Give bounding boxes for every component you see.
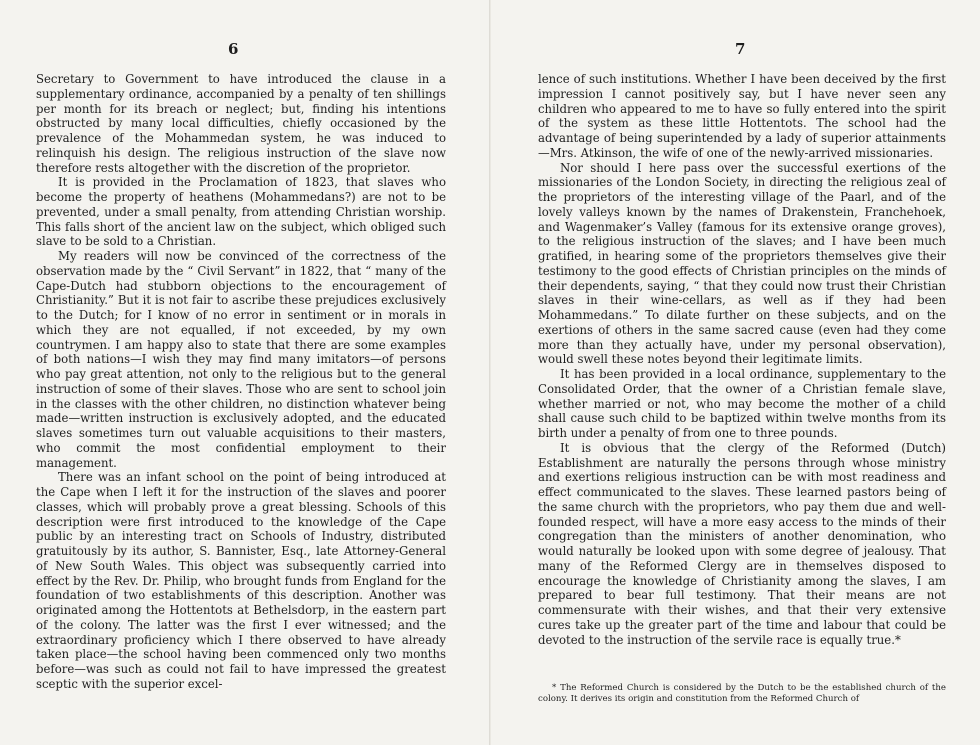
paragraph: My readers will now be convinced of the correctness of the observation made by the “ Civil Servant” in 1822, that “ many of the Cape-Dutch had stubborn objections to the encouragement of Christianity.” But it is not fair to ascribe these prejudices exclusively to the Dutch; for I know of no error in sentiment or in morals in which they are not equalled, if not exceeded, by my own countrymen. I am happy also to state that there are some examples of both nations—I wish they may find many imitators—of persons who pay great attention, not only to the religious but to the general instruction of some of their slaves. Those who are sent to school join in the classes with the other children, no distinction whatever being made—written instruction is exclusively adopted, and the educated slaves sometimes turn out valuable acquisitions to their masters, who commit the most confidential employment to their management. xyxy=(36,249,446,470)
body-text xyxy=(36,72,446,692)
page-number: 6 xyxy=(228,40,239,58)
paragraph: It has been provided in a local ordinance, supplementary to the Consolidated Order, that the owner of a Christian female slave, whether married or not, who may become the mother of a child shall cause such child to be baptized within twelve months from its birth under a penalty of from one to three pounds. xyxy=(538,367,946,440)
body-text xyxy=(538,72,946,647)
footnote: * The Reformed Church is considered by the Dutch to be the established church of the colony. It derives its origin and constitution from the Reformed Church of xyxy=(538,683,946,704)
paragraph: It is obvious that the clergy of the Reformed (Dutch) Establishment are naturally the persons through whose ministry and exertions religious instruction can be with most readiness and effect communicated to the slaves. These learned pastors being of the same church with the proprietors, who pay them due and well-founded respect, will have a more easy access to the minds of their congregation than the ministers of another denomination, who would naturally be looked upon with some degree of jealousy. That many of the Reformed Clergy are in themselves disposed to encourage the knowledge of Christianity among the slaves, I am prepared to bear full testimony. That their means are not commensurate with their wishes, and that their very extensive cures take up the greater part of the time and labour that could be devoted to the instruction of the servile race is equally true.* xyxy=(538,440,946,647)
paragraph: Secretary to Government to have introduced the clause in a supplementary ordinance, accompanied by a penalty of ten shillings per month for its breach or neglect; but, finding his intentions obstructed by many local difficulties, chiefly occasioned by the prevalence of the Mohammedan system, he was induced to relinquish his design. The religious instruction of the slave now therefore rests altogether with the discretion of the proprietor. xyxy=(36,72,446,175)
paragraph: Nor should I here pass over the successful exertions of the missionaries of the London Society, in directing the religious zeal of the proprietors of the interesting village of the Paarl, and of the lovely valleys known by the names of Drakenstein, Franchehoek, and Wagenmaker’s Valley (famous for its extensive orange groves), to the religious instruction of the slaves; and I have been much gratified, in hearing some of the proprietors themselves give their testimony to the good effects of Christian principles on the minds of their dependents, saying, “ that they could now trust their Christian slaves in their wine-cellars, as well as if they had been Mohammedans.” To dilate further on these subjects, and on the exertions of others in the same sacred cause (even had they come more than they actually have, under my personal observation), would swell these notes beyond their legitimate limits. xyxy=(538,160,946,367)
paragraph: It is provided in the Proclamation of 1823, that slaves who become the property of heathens (Mohammedans?) are not to be prevented, under a small penalty, from attending Christian worship. This falls short of the ancient law on the subject, which obliged such slave to be sold to a Christian. xyxy=(36,175,446,249)
paragraph: lence of such institutions. Whether I have been deceived by the first impression I cannot positively say, but I have never seen any children who appeared to me to have so fully entered into the spirit of the system as these little Hottentots. The school had the advantage of being superintended by a lady of superior attainments—Mrs. Atkinson, the wife of one of the newly-arrived missionaries. xyxy=(538,72,946,160)
right-page xyxy=(490,0,980,745)
page-number: 7 xyxy=(735,40,746,58)
paragraph: There was an infant school on the point of being introduced at the Cape when I left it for the instruction of the slaves and poorer classes, which will probably prove a great blessing. Schools of this description were first introduced to the knowledge of the Cape public by an interesting tract on Schools of Industry, distributed gratuitously by its author, S. Bannister, Esq., late Attorney-General of New South Wales. This object was subsequently carried into effect by the Rev. Dr. Philip, who brought funds from England for the foundation of two establishments of this description. Another was originated among the Hottentots at Bethelsdorp, in the eastern part of the colony. The latter was the first I ever witnessed; and the extraordinary proficiency which I there observed to have already taken place—the school having been commenced only two months before—was such as could not fail to have impressed the greatest sceptic with the superior excel- xyxy=(36,470,446,691)
